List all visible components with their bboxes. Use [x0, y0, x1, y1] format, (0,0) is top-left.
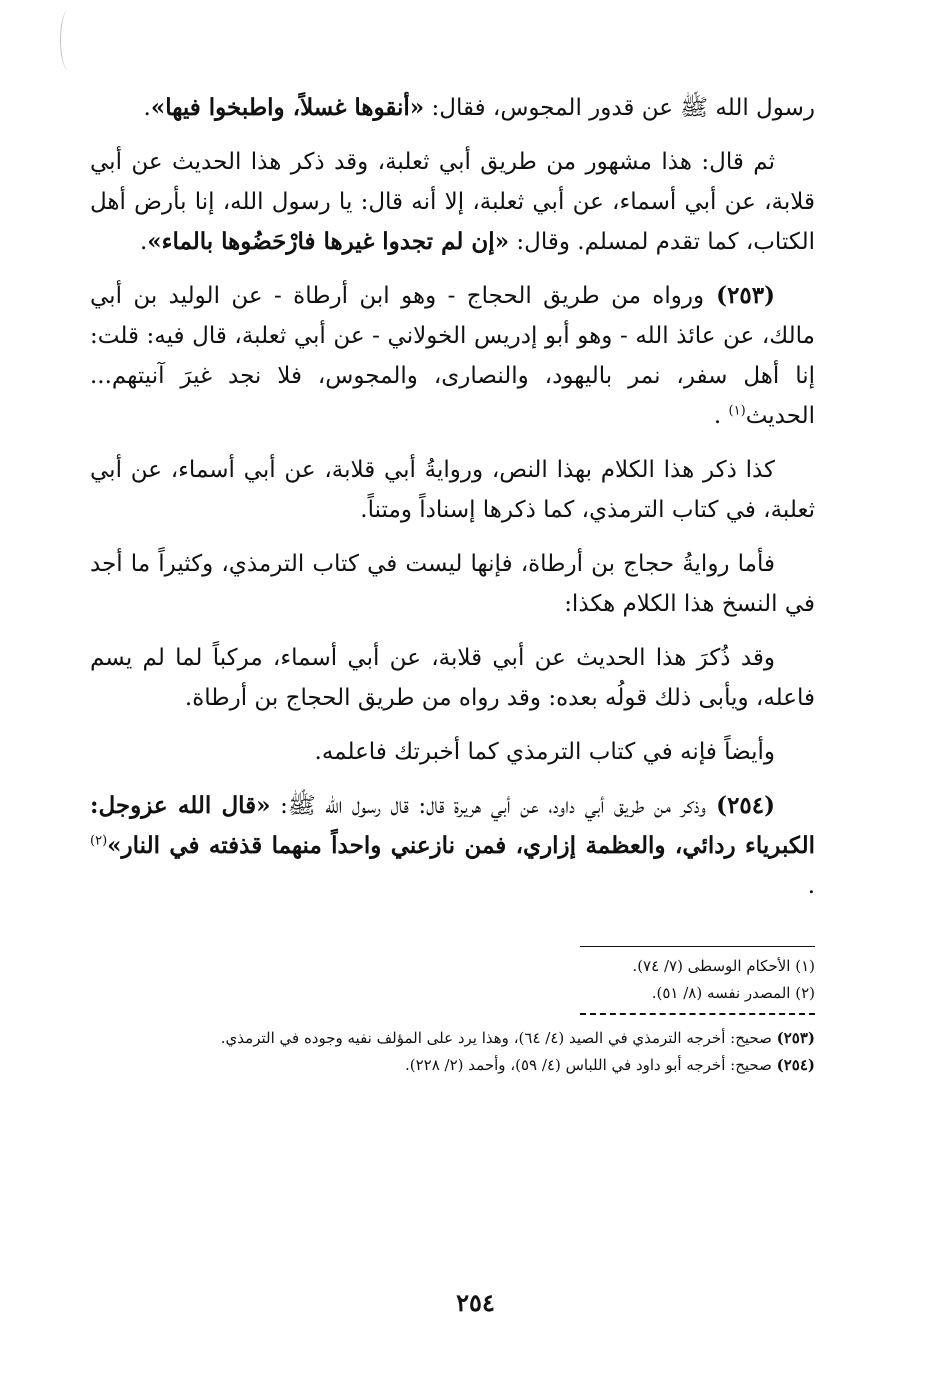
editor-footnote: [90, 1025, 815, 1052]
main-text: [90, 88, 815, 906]
bold-text: (٢٥٤): [705, 792, 776, 819]
text-run: رسول الله ﷺ عن قدور المجوس، فقال:: [424, 95, 815, 121]
footnote-separator: [580, 946, 815, 947]
text-run: ورواه من طريق الحجاج - وهو ابن أرطاة - عن الوليد بن أبي مالك، عن عائذ الله - وهو أبو إدريس الخولاني - عن أبي ثعلبة، قال فيه: قلت: إنا أهل سفر، نمر باليهود، والنصارى، والمجوس، فلا نجد غيرَ آنيتهم... الحديث: [90, 283, 815, 429]
footnote-ref: (١): [728, 403, 746, 419]
text-run: .: [713, 403, 729, 429]
margin-pencil-mark: [60, 10, 77, 70]
text-run: كذا ذكر هذا الكلام بهذا النص، وروايةُ أبي قلابة، عن أبي أسماء، عن أبي ثعلبة، في كتاب الترمذي، كما ذكرها إسناداً ومتناً.: [90, 457, 815, 523]
bold-text: «إن لم تجدوا غيرها فارْحَضُوها بالماء»: [147, 228, 510, 255]
paragraph: [90, 276, 815, 436]
editor-footnote: [90, 1052, 815, 1079]
paragraph: [90, 142, 815, 262]
bold-text: «أنقوها غسلاً، واطبخوا فيها»: [150, 94, 425, 121]
footnote: (١) الأحكام الوسطى (٧/ ٧٤).: [632, 957, 815, 975]
paragraph: [90, 786, 815, 906]
footnote-ref: (٢): [90, 833, 108, 849]
text-run: .: [807, 873, 815, 899]
text-run: وذكر من طريق أبي داود، عن أبي هريرة قال: قال رسول الله ﷺ:: [270, 793, 706, 819]
text-run: وقد ذُكرَ هذا الحديث عن أبي قلابة، عن أبي أسماء، مركباً لما لم يسم فاعله، ويأبى ذلك قولُه بعده: وقد رواه من طريق الحجاج بن أرطاة.: [90, 645, 815, 711]
editor-footnotes: [90, 1025, 815, 1079]
paragraph: [90, 450, 815, 530]
page-number: ٢٥٤: [456, 1288, 495, 1317]
paragraph: [90, 544, 815, 624]
text-run: فأما روايةُ حجاج بن أرطاة، فإنها ليست في كتاب الترمذي، وكثيراً ما أجد في النسخ هذا الكلام هكذا:: [90, 551, 815, 617]
page-body: [90, 88, 815, 1079]
footnote-text: صحيح: أخرجه الترمذي في الصيد (٤/ ٦٤)، وهذا يرد على المؤلف نفيه وجوده في الترمذي.: [220, 1029, 772, 1047]
footnotes: [90, 946, 815, 1079]
author-footnotes: [90, 953, 815, 1007]
text-run: ثم قال: هذا مشهور من طريق أبي ثعلبة، وقد ذكر هذا الحديث عن أبي قلابة، عن أبي أسماء، عن أبي ثعلبة، إلا أنه قال: يا رسول الله، إنا بأرض أهل الكتاب، كما تقدم لمسلم. وقال:: [90, 149, 815, 255]
footnote-number: (٢٥٤): [776, 1056, 815, 1074]
footnote-dashed-separator: [580, 1013, 815, 1015]
footnote-number: (٢٥٣): [776, 1029, 815, 1047]
paragraph: [90, 88, 815, 128]
bold-text: (٢٥٣): [704, 282, 776, 309]
paragraph: [90, 638, 815, 718]
footnote-text: صحيح: أخرجه أبو داود في اللباس (٤/ ٥٩)، وأحمد (٢/ ٢٢٨).: [404, 1056, 772, 1074]
text-run: .: [143, 95, 151, 121]
footnote: (٢) المصدر نفسه (٨/ ٥١).: [651, 984, 815, 1002]
bold-text: «قال الله عزوجل: الكبرياء ردائي، والعظمة إزاري، فمن نازعني واحداً منهما قذفته في النار»: [90, 792, 815, 859]
text-run: .: [139, 229, 148, 255]
text-run: وأيضاً فإنه في كتاب الترمذي كما أخبرتك فاعلمه.: [314, 739, 775, 765]
paragraph: [90, 732, 815, 772]
